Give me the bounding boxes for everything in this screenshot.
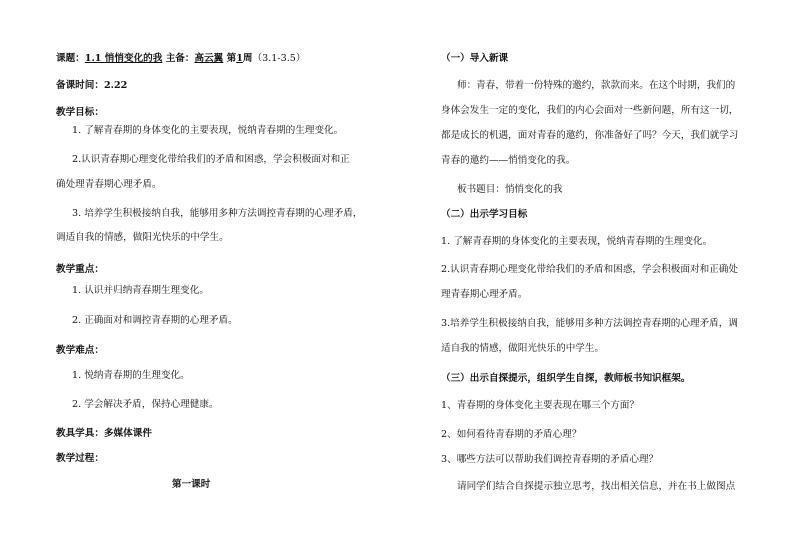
host-value: 高云翼 (194, 53, 224, 64)
section-intro-title: （一）导入新课 (441, 53, 509, 64)
key-point-item: 1. 认识并归纳青春期生理变化。 (72, 285, 209, 296)
key-points-title: 教学重点： (56, 264, 104, 275)
topic-value: 1.1 悄悄变化的我 (84, 53, 163, 64)
goal-item: 2.认识青春期心理变化带给我们的矛盾和困惑，学会积极面对和正 (72, 154, 350, 165)
goal-item: 1. 了解青春期的身体变化的主要表现，悦纳青春期的生理变化。 (72, 125, 344, 136)
section-self-explore-title: （三）出示自探提示，组织学生自探，教师板书知识框架。 (441, 373, 691, 384)
section-goals-title: （二）出示学习目标 (441, 209, 528, 220)
question-item: 3、哪些方法可以帮助我们调控青春期的矛盾心理？ (441, 454, 659, 465)
goal-item: 确处理青春期心理矛盾。 (56, 179, 162, 190)
intro-paragraph-line: 都是成长的机遇，面对青春的邀约，你准备好了吗？今天，我们就学习 (441, 130, 739, 141)
learning-goal-line: 3.培养学生积极接纳自我，能够用多种方法调控青春期的心理矛盾，调 (441, 318, 738, 329)
goals-title: 教学目标： (56, 107, 104, 118)
week-number: 1 (236, 53, 243, 64)
intro-paragraph-line: 师：青春，带着一份特殊的邀约，款款而来。在这个时期，我们的 (457, 80, 736, 91)
week-prefix: 第 (226, 53, 237, 64)
learning-goal-line: 适自我的情感，做阳光快乐的中学生。 (441, 343, 605, 354)
goal-item: 3. 培养学生积极接纳自我，能够用多种方法调控青春期的心理矛盾， (72, 208, 363, 219)
question-item: 2、如何看待青春期的矛盾心理？ (441, 429, 582, 440)
lesson-header (56, 52, 305, 66)
prep-time: 备课时间：2.22 (56, 80, 128, 91)
intro-paragraph-line: 青春的邀约——悄悄变化的我。 (441, 155, 576, 166)
intro-paragraph-line: 身体会发生一定的变化，我们的内心会面对一些新问题，所有这一切， (441, 105, 739, 116)
date-range: （3.1-3.5） (252, 53, 306, 64)
week-suffix: 周 (242, 53, 253, 64)
learning-goal-line: 2.认识青春期心理变化带给我们的矛盾和困惑，学会积极面对和正确处 (441, 264, 738, 275)
board-title: 板书题目：悄悄变化的我 (457, 184, 563, 195)
topic-label: 课题： (56, 53, 85, 64)
closing-instruction: 请同学们结合自探提示独立思考，找出相关信息，并在书上做图点 (457, 481, 736, 492)
learning-goal-line: 1. 了解青春期的身体变化的主要表现，悦纳青春期的生理变化。 (441, 236, 713, 247)
teaching-tools: 教具学具：多媒体课件 (56, 428, 152, 439)
difficult-point-item: 2. 学会解决矛盾，保持心理健康。 (72, 399, 219, 410)
goal-item: 调适自我的情感，做阳光快乐的中学生。 (56, 232, 229, 243)
difficult-point-item: 1. 悦纳青春期的生理变化。 (72, 370, 190, 381)
key-point-item: 2. 正确面对和调控青春期的心理矛盾。 (72, 315, 238, 326)
process-title: 教学过程： (56, 453, 104, 464)
learning-goal-line: 理青春期心理矛盾。 (441, 289, 528, 300)
host-label: 主备： (165, 53, 195, 64)
lesson-title: 第一课时 (172, 479, 211, 490)
question-item: 1、青春期的身体变化主要表现在哪三个方面？ (441, 400, 639, 411)
difficult-points-title: 教学难点： (56, 345, 104, 356)
